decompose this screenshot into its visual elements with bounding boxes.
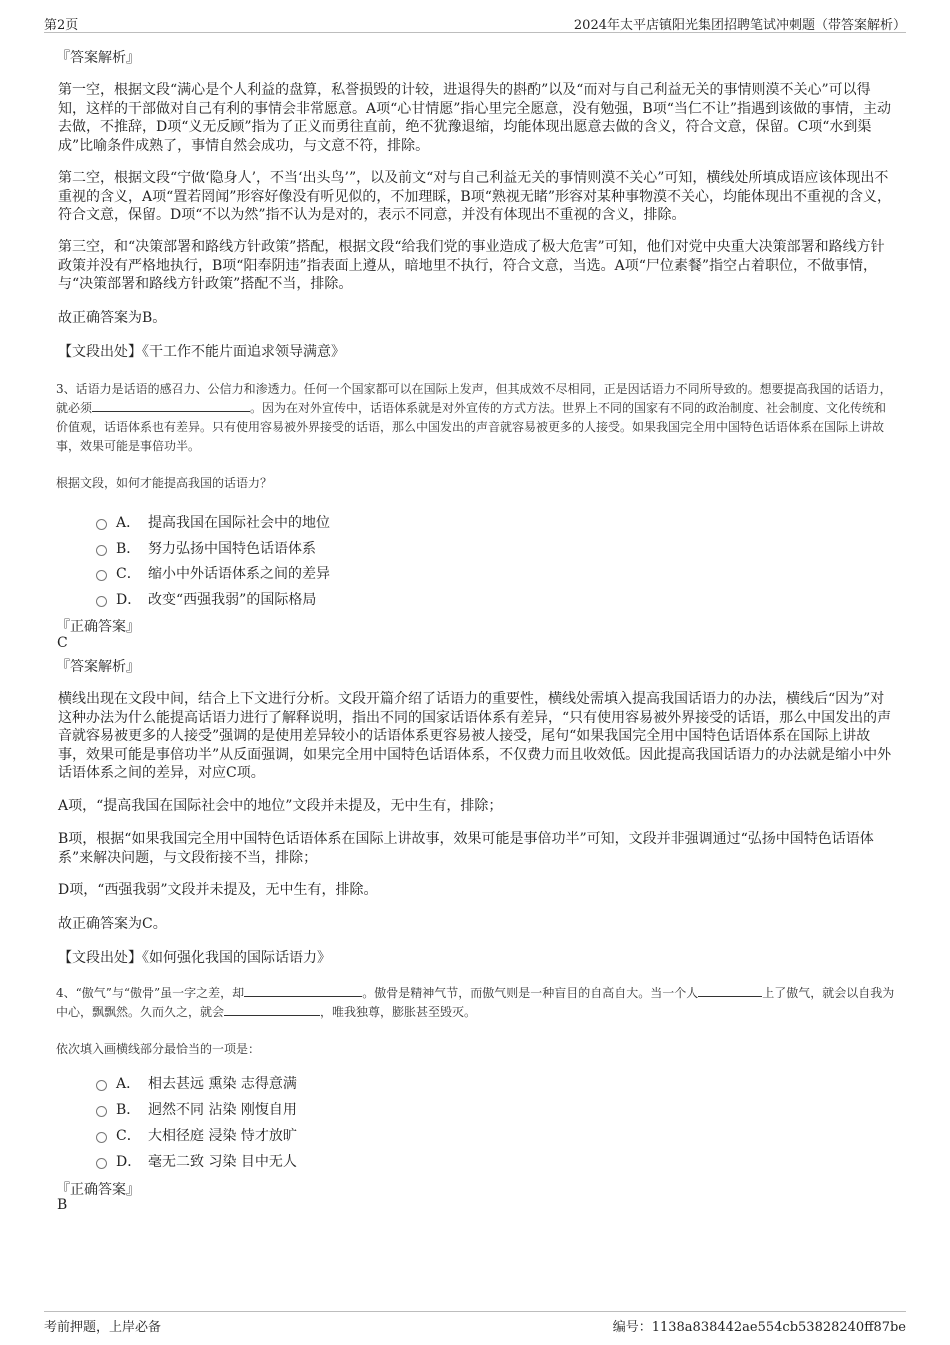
q3-answer: C <box>57 635 68 651</box>
q3-option-d[interactable]: D． 改变“西强我弱”的国际格局 <box>96 589 316 609</box>
q3-analysis-label: 『答案解析』 <box>56 659 140 675</box>
q3-option-a[interactable]: A． 提高我国在国际社会中的地位 <box>96 512 330 532</box>
q3-option-c[interactable]: C． 缩小中外话语体系之间的差异 <box>96 563 330 583</box>
q2-analysis-p3: 第三空，和“决策部署和路线方针政策”搭配，根据文段“给我们党的事业造成了极大危害”可知，他们对党中央重大决策部署和路线方针政策并没有严格地执行，B项“阳奉阴违”指表面上遵从，暗地里不执行，符合文意，当选。A项“尸位素餐”指空占着职位，不做事情，与“决策部署和路线方针政策”搭配不当，排除。 <box>58 239 885 292</box>
radio-icon[interactable] <box>96 596 107 607</box>
q4-option-b[interactable]: B． 迥然不同 沾染 刚愎自用 <box>96 1099 297 1119</box>
q2-analysis-p2: 第二空，根据文段“宁做‘隐身人’，不当‘出头鸟’”，以及前文“对与自己利益无关的事情则漠不关心”可知，横线处所填成语应该体现出不重视的含义，A项“置若罔闻”形容好像没有听见似的，不加理睬，B项“熟视无睹”形容对某种事物漠不关心，均能体现出不重视的含义，符合文意，保留。D项“不以为然”指不认为是对的，表示不同意，并没有体现出不重视的含义，排除。 <box>58 170 892 223</box>
q4-question: 依次填入画横线部分最恰当的一项是： <box>56 1042 261 1056</box>
q3-question: 根据文段，如何才能提高我国的话语力？ <box>56 476 273 490</box>
q4-option-c[interactable]: C． 大相径庭 浸染 恃才放旷 <box>96 1125 297 1145</box>
radio-icon[interactable] <box>96 1158 107 1169</box>
radio-icon[interactable] <box>96 519 107 530</box>
q2-analysis-p1: 第一空，根据文段“满心是个人利益的盘算，私誉损毁的计较，进退得失的斟酌”以及“而对与自己利益无关的事情则漠不关心”可以得知，这样的干部做对自己有利的事情会非常愿意。A项“心甘情愿”指心里完全愿意，没有勉强，B项“当仁不让”指遇到该做的事情，主动去做，不推辞，D项“义无反顾”指为了正义而勇往直前，绝不犹豫退缩，均能体现出愿意去做的含义，符合文意，保留。C项“水到渠成”比喻条件成熟了，事情自然会成功，与文意不符，排除。 <box>58 82 892 154</box>
q3-analysis-p1: 横线出现在文段中间，结合上下文进行分析。文段开篇介绍了话语力的重要性，横线处需填入提高我国话语力的办法，横线后“因为”对这种办法为什么能提高话语力进行了解释说明，指出不同的国家话语体系有差异，“只有使用容易被外界接受的话语，那么中国发出的声音就容易被更多的人接受”强调的是使用差异较小的话语体系更容易被人接受，尾句“如果我国完全用中国特色话语体系在国际上讲故事，效果可能是事倍功半”从反面强调，如果完全用中国特色话语体系，不仅费力而且收效低。因此提高我国话语力的办法就是缩小中外话语体系之间的差异，对应C项。 <box>58 691 892 781</box>
page-header <box>44 12 906 33</box>
radio-icon[interactable] <box>96 1080 107 1091</box>
q3-option-b[interactable]: B． 努力弘扬中国特色话语体系 <box>96 538 316 558</box>
q3-source: 【文段出处】《如何强化我国的国际话语力》 <box>58 950 331 966</box>
q4-blank-3 <box>224 1003 320 1016</box>
q4-passage: 4、“傲气”与“傲骨”虽一字之差，却 。傲骨是精神气节，而傲气则是一种盲目的自高自大。当一个人 上了傲气，就会以自我为中心，飘飘然。久而久之，就会 ，唯我独尊，膨胀甚至毁灭。 <box>56 986 895 1019</box>
document-code: 编号：1138a838442ae554cb53828240ff87be <box>612 1320 906 1335</box>
q3-analysis-p2: A项，“提高我国在国际社会中的地位”文段并未提及，无中生有，排除； <box>58 798 503 814</box>
q3-blank <box>92 399 250 412</box>
q4-blank-2 <box>698 984 762 997</box>
q2-analysis-label: 『答案解析』 <box>56 50 140 66</box>
q3-analysis-p3: B项，根据“如果我国完全用中国特色话语体系在国际上讲故事，效果可能是事倍功半”可知，文段并非强调通过“弘扬中国特色话语体系”来解决问题，与文段衔接不当，排除； <box>58 831 874 866</box>
q2-source: 【文段出处】《干工作不能片面追求领导满意》 <box>58 344 345 360</box>
radio-icon[interactable] <box>96 545 107 556</box>
radio-icon[interactable] <box>96 570 107 581</box>
q3-analysis-p4: D项，“西强我弱”文段并未提及，无中生有，排除。 <box>58 882 378 898</box>
q2-conclusion: 故正确答案为B。 <box>58 310 167 326</box>
page-footer <box>44 1311 906 1336</box>
q4-blank-1 <box>244 984 362 997</box>
q4-answer: B <box>57 1197 68 1213</box>
q4-answer-label: 『正确答案』 <box>56 1182 140 1198</box>
radio-icon[interactable] <box>96 1132 107 1143</box>
radio-icon[interactable] <box>96 1106 107 1117</box>
q4-option-d[interactable]: D． 毫无二致 习染 目中无人 <box>96 1151 297 1171</box>
q3-answer-label: 『正确答案』 <box>56 619 140 635</box>
q3-passage: 3、话语力是话语的感召力、公信力和渗透力。任何一个国家都可以在国际上发声，但其成效不尽相同，正是因话语力不同所导致的。想要提高我国的话语力，就必须 。因为在对外宣传中，话语体系就是对外宣传的方式方法。世界上不同的国家有不同的政治制度、社会制度、文化传统和价值观，话语体系也有差异。只有使用容易被外界接受的话语，那么中国发出的声音就容易被更多的人接受。如果我国完全用中国特色话语体系在国际上讲故事，效果可能是事倍功半。 <box>56 382 892 453</box>
q3-conclusion: 故正确答案为C。 <box>58 916 167 932</box>
footer-slogan: 考前押题，上岸必备 <box>44 1320 162 1335</box>
q4-option-a[interactable]: A． 相去甚远 熏染 志得意满 <box>96 1073 297 1093</box>
page-number: 第2页 <box>44 18 79 33</box>
document-title: 2024年太平店镇阳光集团招聘笔试冲刺题（带答案解析） <box>573 18 906 33</box>
